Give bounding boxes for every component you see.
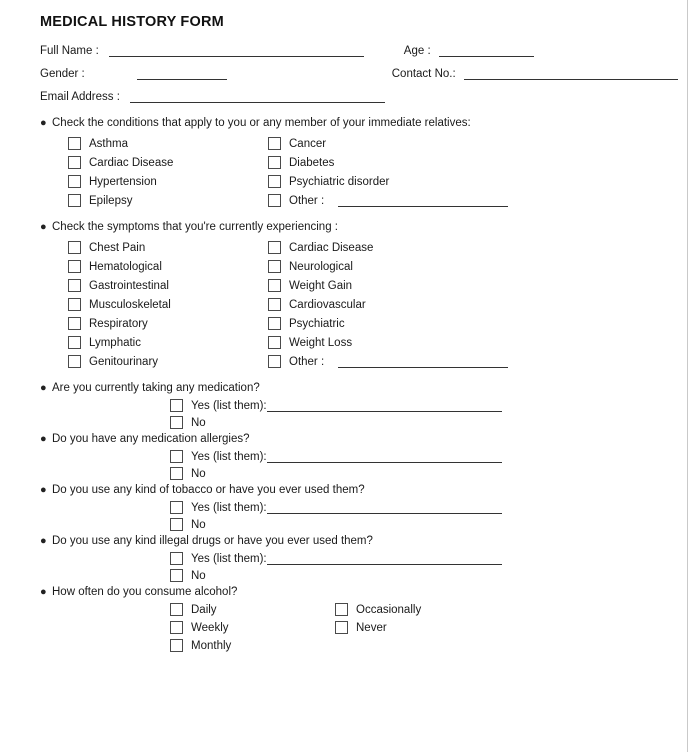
checkbox-icon[interactable] (170, 467, 183, 480)
question-text: Do you have any medication allergies? (52, 433, 250, 445)
conditions-section (40, 117, 678, 207)
checkbox-icon[interactable] (68, 336, 81, 349)
answer-yes-row[interactable] (170, 501, 678, 514)
symptoms-other-input[interactable] (338, 356, 508, 368)
checkbox-icon[interactable] (268, 260, 281, 273)
conditions-checkbox-grid (68, 137, 678, 207)
checkbox-symptom-other[interactable] (268, 355, 678, 368)
checkbox-symptom-musculoskeletal[interactable] (68, 298, 268, 311)
checkbox-condition-diabetes[interactable] (268, 156, 678, 169)
checkbox-alcohol-weekly[interactable] (170, 621, 335, 634)
gender-input[interactable] (137, 66, 227, 80)
checkbox-symptom-neurological[interactable] (268, 260, 678, 273)
checkbox-symptom-lymphatic[interactable] (68, 336, 268, 349)
checkbox-alcohol-monthly[interactable] (170, 639, 335, 652)
checkbox-label: Weight Loss (289, 336, 353, 349)
checkbox-label: Weekly (191, 621, 229, 634)
answer-yes-label: Yes (list them): (191, 450, 267, 463)
checkbox-condition-epilepsy[interactable] (68, 194, 268, 207)
answer-yes-label: Yes (list them): (191, 501, 267, 514)
bullet-icon: ● (40, 221, 47, 233)
checkbox-icon[interactable] (335, 621, 348, 634)
checkbox-label: Neurological (289, 260, 353, 273)
answer-yes-row[interactable] (170, 399, 678, 412)
checkbox-label: Epilepsy (89, 194, 133, 207)
checkbox-label: Genitourinary (89, 355, 159, 368)
checkbox-symptom-cardiac-disease[interactable] (268, 241, 678, 254)
age-input[interactable] (439, 43, 534, 57)
checkbox-symptom-genitourinary[interactable] (68, 355, 268, 368)
question-alcohol (40, 586, 678, 652)
checkbox-label: Other : (289, 355, 325, 368)
checkbox-icon[interactable] (268, 298, 281, 311)
bullet-icon: ● (40, 586, 47, 598)
checkbox-alcohol-daily[interactable] (170, 603, 335, 616)
bullet-icon: ● (40, 535, 47, 547)
checkbox-icon[interactable] (170, 621, 183, 634)
contact-label: Contact No.: (391, 68, 456, 80)
checkbox-label: Psychiatric disorder (289, 175, 390, 188)
checkbox-condition-cardiac-disease[interactable] (68, 156, 268, 169)
bullet-icon: ● (40, 484, 47, 496)
answer-no-row[interactable] (170, 569, 678, 582)
question-text: Do you use any kind of tobacco or have you ever used them? (52, 484, 365, 496)
checkbox-label: Psychiatric (289, 317, 345, 330)
checkbox-icon[interactable] (68, 241, 81, 254)
checkbox-icon[interactable] (68, 279, 81, 292)
checkbox-label: Cancer (289, 137, 327, 150)
checkbox-symptom-weight-loss[interactable] (268, 336, 678, 349)
question-allergies (40, 433, 678, 480)
answer-no-row[interactable] (170, 416, 678, 429)
checkbox-condition-asthma[interactable] (68, 137, 268, 150)
checkbox-symptom-cardiovascular[interactable] (268, 298, 678, 311)
checkbox-label: Hematological (89, 260, 162, 273)
email-row (40, 86, 678, 103)
checkbox-icon[interactable] (268, 194, 281, 207)
contact-input[interactable] (464, 66, 678, 80)
checkbox-icon[interactable] (268, 137, 281, 150)
checkbox-symptom-respiratory[interactable] (68, 317, 268, 330)
checkbox-icon[interactable] (170, 639, 183, 652)
checkbox-label: Cardiovascular (289, 298, 366, 311)
checkbox-label: Musculoskeletal (89, 298, 171, 311)
checkbox-condition-other[interactable] (268, 194, 678, 207)
checkbox-label: Hypertension (89, 175, 157, 188)
answer-yes-input[interactable] (267, 451, 502, 463)
checkbox-symptom-chest-pain[interactable] (68, 241, 268, 254)
checkbox-label: Occasionally (356, 603, 422, 616)
email-label: Email Address : (40, 91, 120, 103)
checkbox-label: Cardiac Disease (289, 241, 374, 254)
checkbox-label: Diabetes (289, 156, 335, 169)
full-name-row (40, 40, 678, 57)
symptoms-section (40, 221, 678, 368)
full-name-label: Full Name : (40, 45, 99, 57)
checkbox-label: Respiratory (89, 317, 148, 330)
checkbox-icon[interactable] (268, 336, 281, 349)
checkbox-symptom-hematological[interactable] (68, 260, 268, 273)
answer-no-row[interactable] (170, 518, 678, 531)
checkbox-icon[interactable] (170, 416, 183, 429)
answer-group (170, 399, 678, 429)
answer-no-label: No (191, 518, 206, 531)
checkbox-icon[interactable] (268, 355, 281, 368)
answer-yes-input[interactable] (267, 502, 502, 514)
bullet-icon: ● (40, 117, 47, 129)
answer-yes-input[interactable] (267, 400, 502, 412)
page-title: MEDICAL HISTORY FORM (40, 14, 224, 30)
checkbox-icon[interactable] (170, 518, 183, 531)
questions-section (40, 382, 678, 652)
question-text-row (40, 382, 678, 394)
conditions-prompt-row (40, 117, 678, 129)
bullet-icon: ● (40, 433, 47, 445)
checkbox-label: Gastrointestinal (89, 279, 169, 292)
checkbox-label: Asthma (89, 137, 128, 150)
answer-yes-row[interactable] (170, 552, 678, 565)
checkbox-label: Never (356, 621, 387, 634)
checkbox-label: Weight Gain (289, 279, 353, 292)
answer-group (170, 501, 678, 531)
alcohol-grid-filler (335, 639, 678, 652)
checkbox-icon[interactable] (170, 450, 183, 463)
checkbox-icon[interactable] (335, 603, 348, 616)
checkbox-condition-psychiatric-disorder[interactable] (268, 175, 678, 188)
checkbox-icon[interactable] (68, 355, 81, 368)
question-tobacco (40, 484, 678, 531)
answer-group (170, 450, 678, 480)
checkbox-icon[interactable] (268, 241, 281, 254)
answer-yes-input[interactable] (267, 553, 502, 565)
checkbox-icon[interactable] (268, 156, 281, 169)
conditions-prompt: Check the conditions that apply to you or any member of your immediate relatives: (52, 117, 471, 129)
answer-yes-label: Yes (list them): (191, 399, 267, 412)
checkbox-icon[interactable] (68, 260, 81, 273)
answer-no-label: No (191, 416, 206, 429)
question-medication (40, 382, 678, 429)
checkbox-icon[interactable] (68, 317, 81, 330)
checkbox-icon[interactable] (68, 175, 81, 188)
checkbox-condition-hypertension[interactable] (68, 175, 268, 188)
checkbox-alcohol-occasionally[interactable] (335, 603, 678, 616)
symptoms-prompt-row (40, 221, 678, 233)
checkbox-icon[interactable] (170, 603, 183, 616)
question-illegal-drugs (40, 535, 678, 582)
bullet-icon: ● (40, 382, 47, 394)
age-label: Age : (403, 45, 431, 57)
question-text-row (40, 586, 678, 598)
answer-yes-label: Yes (list them): (191, 552, 267, 565)
question-text: Do you use any kind illegal drugs or have you ever used them? (52, 535, 373, 547)
checkbox-icon[interactable] (68, 194, 81, 207)
answer-no-row[interactable] (170, 467, 678, 480)
checkbox-icon[interactable] (268, 317, 281, 330)
checkbox-label: Monthly (191, 639, 232, 652)
email-input[interactable] (130, 89, 385, 103)
checkbox-condition-cancer[interactable] (268, 137, 678, 150)
checkbox-label: Lymphatic (89, 336, 141, 349)
question-text: How often do you consume alcohol? (52, 586, 238, 598)
checkbox-label: Daily (191, 603, 217, 616)
gender-row (40, 63, 678, 80)
question-text: Are you currently taking any medication? (52, 382, 260, 394)
checkbox-alcohol-never[interactable] (335, 621, 678, 634)
question-text-row (40, 433, 678, 445)
conditions-other-input[interactable] (338, 195, 508, 207)
alcohol-checkbox-grid (170, 603, 678, 652)
checkbox-label: Cardiac Disease (89, 156, 174, 169)
symptoms-prompt: Check the symptoms that you're currently experiencing : (52, 221, 338, 233)
question-text-row (40, 484, 678, 496)
answer-yes-row[interactable] (170, 450, 678, 463)
checkbox-symptom-gastrointestinal[interactable] (68, 279, 268, 292)
checkbox-icon[interactable] (268, 175, 281, 188)
checkbox-icon[interactable] (170, 552, 183, 565)
checkbox-icon[interactable] (170, 501, 183, 514)
checkbox-icon[interactable] (170, 569, 183, 582)
checkbox-icon[interactable] (170, 399, 183, 412)
checkbox-symptom-weight-gain[interactable] (268, 279, 678, 292)
identity-section (40, 40, 678, 103)
question-text-row (40, 535, 678, 547)
answer-group (170, 552, 678, 582)
answer-no-label: No (191, 569, 206, 582)
checkbox-icon[interactable] (268, 279, 281, 292)
checkbox-symptom-psychiatric[interactable] (268, 317, 678, 330)
checkbox-label: Chest Pain (89, 241, 146, 254)
checkbox-icon[interactable] (68, 156, 81, 169)
checkbox-icon[interactable] (68, 137, 81, 150)
symptoms-checkbox-grid (68, 241, 678, 368)
answer-no-label: No (191, 467, 206, 480)
full-name-input[interactable] (109, 43, 364, 57)
checkbox-icon[interactable] (68, 298, 81, 311)
gender-label: Gender : (40, 68, 85, 80)
checkbox-label: Other : (289, 194, 325, 207)
